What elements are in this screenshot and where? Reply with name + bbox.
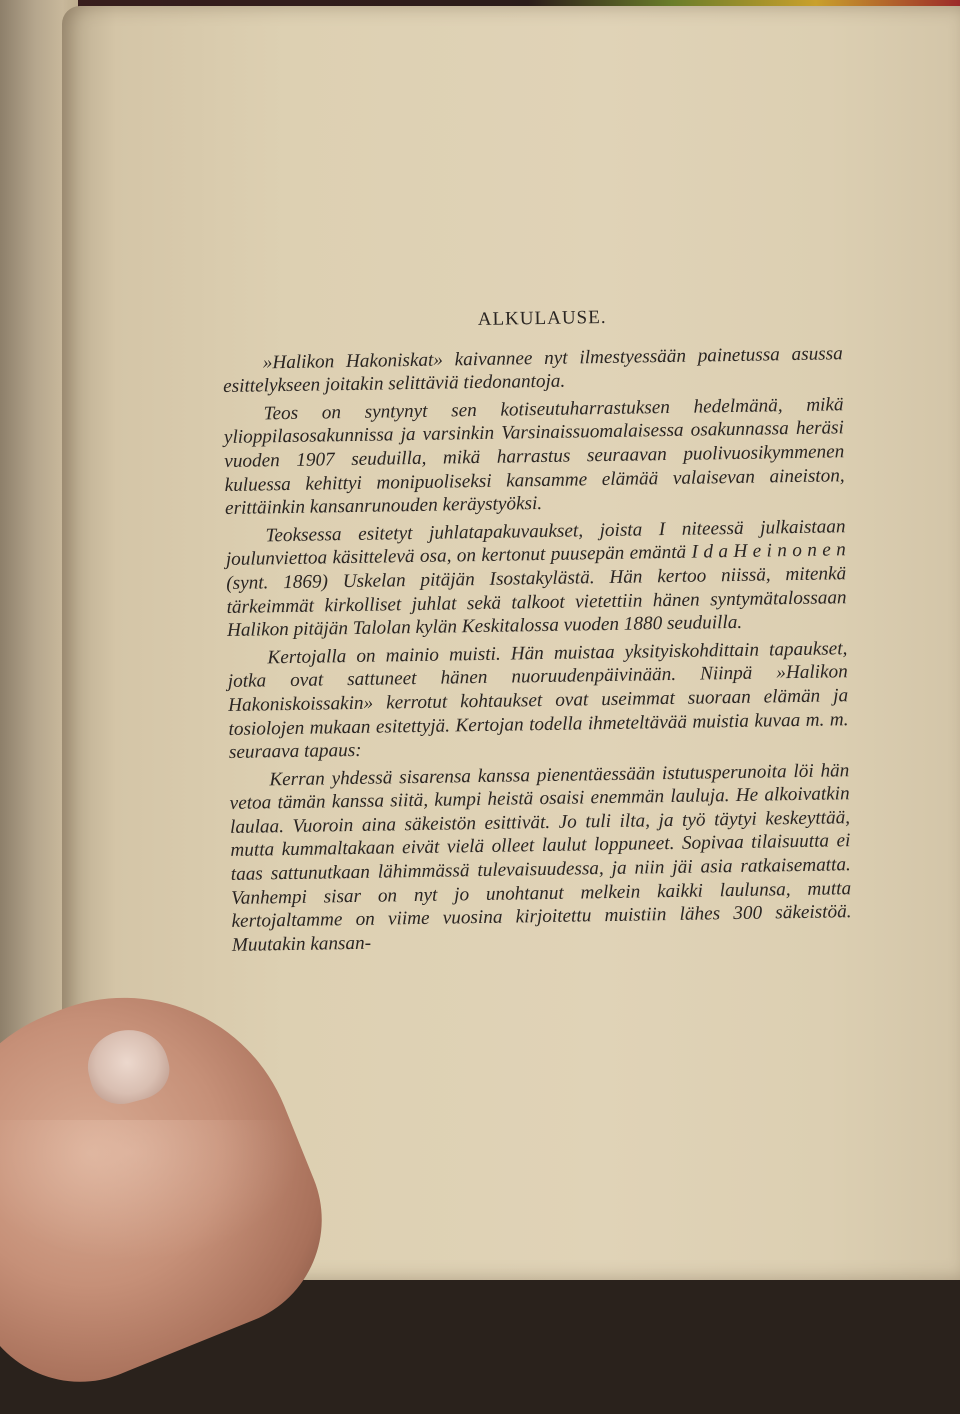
paragraph-1: »Halikon Hakoniskat» kaivannee nyt ilmestyessään painetussa asussa esittelykseen joitakin selittäviä tiedonantoja. [223, 342, 843, 398]
paragraph-2: Teos on syntynyt sen kotiseutuharrastuksen hedelmänä, mikä ylioppilasosakunnissa ja varsinkin Varsinaissuomalaisessa osakunnassa heräsi vuoden 1907 seuduilla, mikä harrastus seuraavan puolivuosikymmenen kuluessa kehittyi monipuoliseksi kansamme elämää valaisevan aineiston, erittäinkin kansanrunouden keräystyöksi. [223, 394, 845, 520]
paragraph-4: Kertojalla on mainio muisti. Hän muistaa yksityiskohdittain tapaukset, jotka ovat sattuneet hänen nuoruudenpäivinään. Niinpä »Halikon Hakoniskoissakin» kerrotut kohtaukset ovat useimmat suoraan elämän ja tosiolojen mukaan esitettyjä. Kertojan todella ihmeteltävää muistia kuvaa m. m. seuraava tapaus: [227, 637, 849, 764]
paragraph-3: Teoksessa esitetyt juhlatapakuvaukset, joista I niteessä julkaistaan joulunviettoa käsittelevä osa, on kertonut puusepän emäntä I d a H e i n o n e n (synt. 1869) Uskelan pitäjän Isostakylästä. Hän kertoo niissä, mitenkä tärkeimmät kirkolliset juhlat sekä talkoot vietettiin hänen syntymätalossaan Halikon pitäjän Talolan kylän Keskitalossa vuoden 1880 seuduilla. [225, 515, 847, 642]
paragraph-5: Kerran yhdessä sisarensa kanssa pienentäessään istutusperunoita löi hän vetoa tämän kanssa siitä, kumpi heistä osaisi enemmän lauluja. He alkoivatkin laulaa. Vuoroin aina säkeistön esittivät. Jo tuli ilta, ja työ täytyi keskeyttää, mutta kummaltakaan eivät vielä olleet laulut loppuneet. Sopivaa tilaisuutta ei taas sattunutkaan lähimmässä tulevaisuudessa, ja niin jäi asia ratkaisematta. Vanhempi sisar on nyt jo unohtanut melkein kaikki laulunsa, mutta kertojaltamme on viime vuosina kirjoitettu muistiin lähes 300 säkeistöä. Muutakin kansan- [229, 759, 852, 956]
page-text [222, 302, 852, 961]
finger-highlight [0, 1120, 330, 1280]
page-heading: ALKULAUSE. [477, 306, 607, 330]
